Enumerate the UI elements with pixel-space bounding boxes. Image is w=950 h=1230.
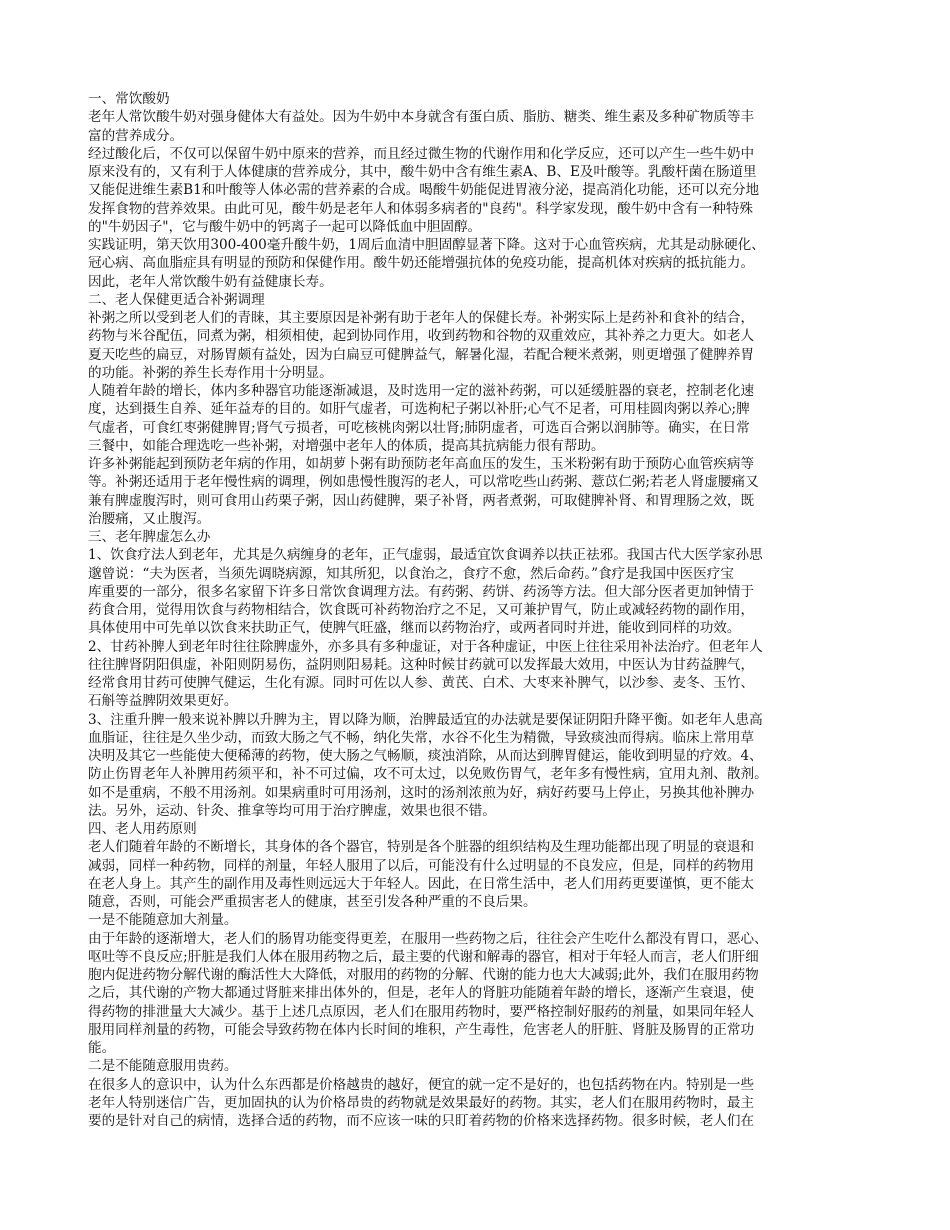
text-line: 在老人身上。其产生的副作用及毒性则远远大于年轻人。因此，在日常生活中，老人们用药更要谨慎，更不能太 xyxy=(88,875,755,892)
text-line: 一是不能随意加大剂量。 xyxy=(88,912,238,929)
text-line: 要的是针对自己的病情，选择合适的药物，而不应该一味的只盯着药物的价格来选择药物。很多时候，老人们在 xyxy=(88,1113,755,1129)
text-line: 随意，否则，可能会严重损害老人的健康，甚至引发各种严重的不良后果。 xyxy=(88,894,537,910)
text-line: 老年人特别迷信广告，更加固执的认为价格昂贵的药物就是效果最好的药物。其实，老人们在服用药物时，最主 xyxy=(88,1094,755,1111)
text-line: 石斛等益脾阴效果更好。 xyxy=(88,693,238,710)
text-line: 等。补粥还适用于老年慢性病的调理，例如患慢性腹泻的老人，可以常吃些山药粥、薏苡仁粥;若老人肾虚腰痛又 xyxy=(88,474,759,491)
text-line: 许多补粥能起到预防老年病的作用，如胡萝卜粥有助预防老年高血压的发生，玉米粉粥有助于预防心血管疾病等 xyxy=(88,456,755,472)
text-line: 3、注重升脾一般来说补脾以升脾为主，胃以降为顺，治脾最适宜的办法就是要保证阴阳升降平衡。如老年人患高 xyxy=(88,711,763,728)
text-line: 1、饮食疗法人到老年，尤其是久病缠身的老年，正气虚弱，最适宜饮食调养以扶正祛邪。我国古代大医学家孙思 xyxy=(88,547,763,564)
text-line: 之后，其代谢的产物大都通过肾脏来排出体外的，但是，老年人的肾脏功能随着年龄的增长，逐渐产生衰退，使 xyxy=(88,985,755,1002)
text-line: 胞内促进药物分解代谢的酶活性大大降低，对服用的药物的分解、代谢的能力也大大减弱;此外，我们在服用药物 xyxy=(88,967,759,983)
text-line: 四、老人用药原则 xyxy=(88,821,197,837)
text-line: 药食合用，觉得用饮食与药物相结合，饮食既可补药物治疗之不足，又可兼护胃气，防止或减轻药物的副作用， xyxy=(88,602,755,618)
text-line: 老人们随着年龄的不断增长，其身体的各个器官，特别是各个脏器的组织结构及生理功能都出现了明显的衰退和 xyxy=(88,839,755,856)
text-line: 2、甘药补脾人到老年时往往除脾虚外，亦多具有多种虚证，对于各种虚证，中医上往往采用补法治疗。但老年人 xyxy=(88,638,763,655)
text-line: 得药物的排泄量大大减少。基于上述几点原因，老人们在服用药物时，要严格控制好服药的剂量，如果同年轻人 xyxy=(88,1003,755,1020)
text-line: 决明及其它一些能使大便稀薄的药物，使大肠之气畅顺，痰浊消除，从而达到脾胃健运，能收到明显的疗效。4、 xyxy=(88,748,763,764)
text-line: 因此，老年人常饮酸牛奶有益健康长寿。 xyxy=(88,273,333,290)
text-line: 老年人常饮酸牛奶对强身健体大有益处。因为牛奶中本身就含有蛋白质、脂肪、糖类、维生素及多种矿物质等丰 xyxy=(88,109,755,126)
text-line: 的功能。补粥的养生长寿作用十分明显。 xyxy=(88,364,333,381)
text-line: 人随着年龄的增长，体内多种器官功能逐渐减退，及时选用一定的滋补药粥，可以延缓脏器的衰老，控制老化速 xyxy=(88,383,755,399)
text-line: 药物与米谷配伍，同煮为粥，相须相使，起到协同作用，收到药物和谷物的双重效应，其补养之力更大。如老人 xyxy=(88,328,755,345)
text-line: 库重要的一部分，很多名家留下许多日常饮食调理方法。有药粥、药饼、药汤等方法。但大部分医者更加钟情于 xyxy=(88,583,755,600)
text-line: 三餐中，如能合理选吃一些补粥，对增强中老年人的体质，提高其抗病能力很有帮助。 xyxy=(88,437,605,454)
text-line: 发挥食物的营养效果。由此可见，酸牛奶是老年人和体弱多病者的"良药"。科学家发现，酸牛奶中含有一种特殊 xyxy=(88,200,754,217)
text-line: 邈曾说：“夫为医者，当须先调晓病源，知其所犯，以食治之，食疗不愈，然后命药。”食疗是我国中医医疗宝 xyxy=(88,565,735,582)
text-line: 度，达到摄生自养、延年益寿的目的。如肝气虚者，可选枸杞子粥以补肝;心气不足者，可用桂圆肉粥以养心;脾 xyxy=(88,401,750,418)
text-line: 服用同样剂量的药物，可能会导致药物在体内长时间的堆积，产生毒性，危害老人的肝脏、肾脏及肠胃的正常功 xyxy=(88,1021,755,1038)
text-line: 能。 xyxy=(88,1040,116,1056)
text-line: 减弱，同样一种药物，同样的剂量，年轻人服用了以后，可能没有什么过明显的不良发应，但是，同样的药物用 xyxy=(88,857,755,874)
text-line: 具体使用中可先单以饮食来扶助正气，使脾气旺盛，继而以药物治疗，或两者同时并进，能收到同样的功效。 xyxy=(88,620,741,637)
text-line: 原来没有的，又有利于人体健康的营养成分，其中，酸牛奶中含有维生素A、B、E及叶酸等。乳酸杆菌在肠道里 xyxy=(88,164,757,180)
text-line: 治腰痛，又止腹泻。 xyxy=(88,510,211,527)
text-line: 在很多人的意识中，认为什么东西都是价格越贵的越好，便宜的就一定不是好的，也包括药物在内。特别是一些 xyxy=(88,1076,755,1093)
text-line: 血脂证，往往是久坐少动，而致大肠之气不畅，纳化失常，水谷不化生为精微，导致痰浊而得病。临床上常用草 xyxy=(88,729,755,746)
text-line: 兼有脾虚腹泻时，则可食用山药栗子粥，因山药健脾，栗子补肾，两者煮粥，可取健脾补肾、和胃理肠之效，既 xyxy=(88,492,755,509)
text-line: 二是不能随意服用贵药。 xyxy=(88,1058,238,1075)
text-line: 三、老年脾虚怎么办 xyxy=(88,529,211,545)
text-line: 法。另外，运动、针灸、推拿等均可用于治疗脾虚，效果也很不错。 xyxy=(88,802,496,819)
text-line: 往往脾肾阴阳俱虚，补阳则阴易伤，益阴则阳易耗。这种时候甘药就可以发挥最大效用，中医认为甘药益脾气， xyxy=(88,656,755,673)
text-line: 防止伤胃老年人补脾用药须平和，补不可过偏，攻不可太过，以免败伤胃气，老年多有慢性病，宜用丸剂、散剂。 xyxy=(88,766,768,783)
text-line: 夏天吃些的扁豆，对肠胃颇有益处，因为白扁豆可健脾益气，解暑化湿，若配合粳米煮粥，则更增强了健脾养胃 xyxy=(88,346,755,363)
text-line: 补粥之所以受到老人们的青睐，其主要原因是补粥有助于老年人的保健长寿。补粥实际上是药补和食补的结合， xyxy=(88,310,755,326)
text-line: 冠心病、高血脂症具有明显的预防和保健作用。酸牛奶还能增强抗体的免疫功能，提高机体对疾病的抵抗能力。 xyxy=(88,255,755,272)
text-line: 一、常饮酸奶 xyxy=(88,91,170,107)
text-line: 二、老人保健更适合补粥调理 xyxy=(88,291,265,308)
text-line: 经过酸化后，不仅可以保留牛奶中原来的营养，而且经过微生物的代谢作用和化学反应，还可以产生一些牛奶中 xyxy=(88,145,755,162)
text-line: 的"牛奶因子"，它与酸牛奶中的钙离子一起可以降低血中胆固醇。 xyxy=(88,218,482,235)
text-line: 呕吐等不良反应;肝脏是我们人体在服用药物之后，最主要的代谢和解毒的器官，相对于年轻人而言，老人们肝细 xyxy=(88,948,759,965)
text-line: 如不是重病，不般不用汤剂。如果病重时可用汤剂，这时的汤剂浓煎为好，病好药要马上停止，另换其他补脾办 xyxy=(88,784,755,801)
text-line: 富的营养成分。 xyxy=(88,127,184,144)
text-line: 经常食用甘药可使脾气健运，生化有源。同时可佐以人参、黄芪、白术、大枣来补脾气，以沙参、麦冬、玉竹、 xyxy=(88,675,755,691)
text-line: 气虚者，可食红枣粥健脾胃;肾气亏损者，可吃核桃肉粥以壮肾;肺阴虚者，可选百合粥以润肺等。确实，在日常 xyxy=(88,419,750,436)
text-line: 又能促进维生素B1和叶酸等人体必需的营养素的合成。喝酸牛奶能促进胃液分泌，提高消化功能，还可以充分地 xyxy=(88,182,760,199)
text-line: 由于年龄的逐渐增大，老人们的肠胃功能变得更差，在服用一些药物之后，往往会产生吃什么都没有胃口，恶心、 xyxy=(88,930,768,947)
text-line: 实践证明，第天饮用300-400毫升酸牛奶，1周后血清中胆固醇显著下降。这对于心血管疾病，尤其是动脉硬化、 xyxy=(88,237,765,253)
